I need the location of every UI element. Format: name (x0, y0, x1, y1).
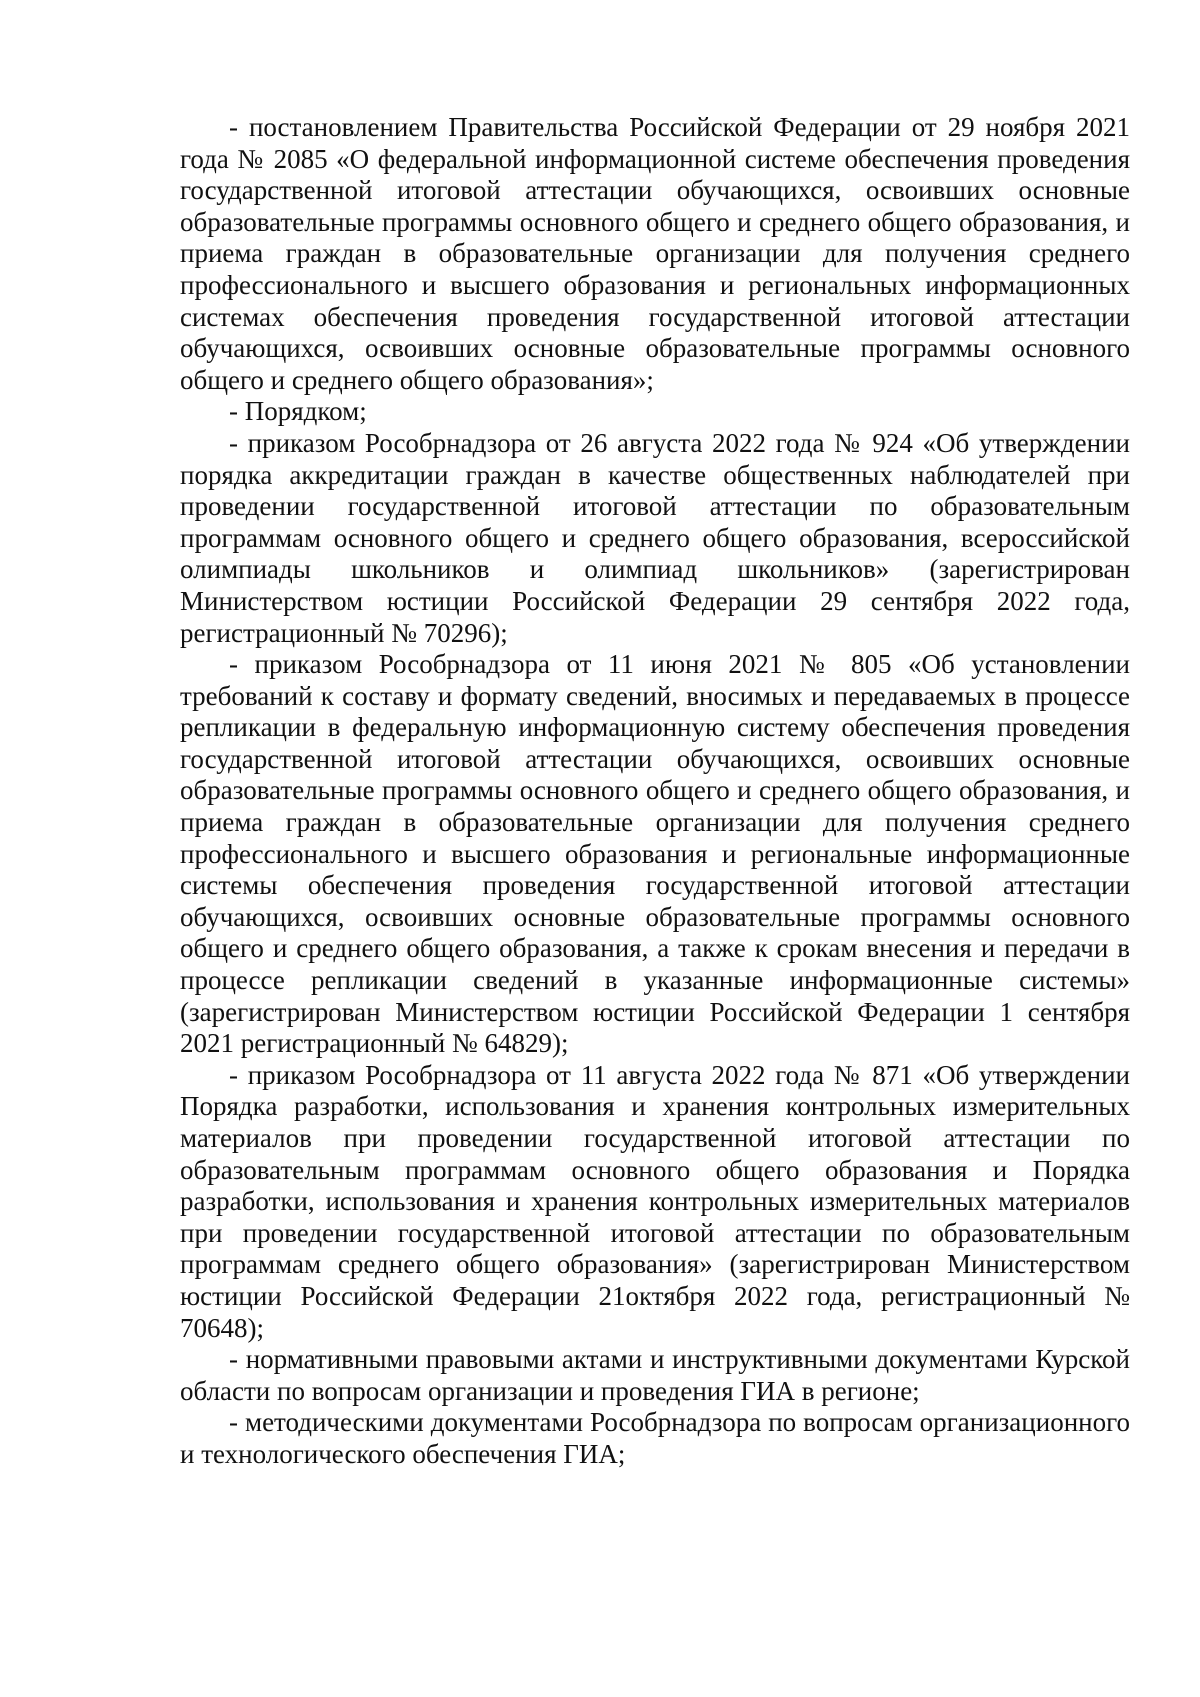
document-body (180, 112, 1130, 1471)
paragraph-order-924: - приказом Рособрнадзора от 26 августа 2022 года № 924 «Об утверждении порядка аккредитации граждан в качестве общественных наблюдателей при проведении государственной итоговой аттестации по образовательным программам основного общего и среднего общего образования, всероссийской олимпиады школьников и олимпиад школьников» (зарегистрирован Министерством юстиции Российской Федерации 29 сентября 2022 года, регистрационный № 70296); (180, 427, 1130, 648)
paragraph-procedure: - Порядком; (229, 396, 367, 427)
paragraph-methodical-documents: - методическими документами Рособрнадзора по вопросам организационного и технологического обеспечения ГИА; (180, 1407, 1130, 1469)
paragraph-regional-acts: - нормативными правовыми актами и инструктивными документами Курской области по вопросам организации и проведения ГИА в регионе; (180, 1344, 1130, 1406)
paragraph-order-805: - приказом Рособрнадзора от 11 июня 2021 № 805 «Об установлении требований к составу и формату сведений, вносимых и передаваемых в процессе репликации в федеральную информационную систему обеспечения проведения государственной итоговой аттестации обучающихся, освоивших основные образовательные программы основного общего и среднего общего образования, и приема граждан в образовательные организации для получения среднего профессионального и высшего образования и региональные информационные системы обеспечения проведения государственной итоговой аттестации обучающихся, освоивших основные образовательные программы основного общего и среднего общего образования, а также к срокам внесения и передачи в процессе репликации сведений в указанные информационные системы» (зарегистрирован Министерством юстиции Российской Федерации 1 сентября 2021 регистрационный № 64829); (180, 649, 1130, 1059)
paragraph-order-871: - приказом Рособрнадзора от 11 августа 2022 года № 871 «Об утверждении Порядка разработки, использования и хранения контрольных измерительных материалов при проведении государственной итоговой аттестации по образовательным программам основного общего образования и Порядка разработки, использования и хранения контрольных измерительных материалов при проведении государственной итоговой аттестации по образовательным программам среднего общего образования» (зарегистрирован Министерством юстиции Российской Федерации 21октября 2022 года, регистрационный № 70648); (180, 1059, 1130, 1343)
paragraph-government-resolution: - постановлением Правительства Российской Федерации от 29 ноября 2021 года № 2085 «О федеральной информационной системе обеспечения проведения государственной итоговой аттестации обучающихся, освоивших основные образовательные программы основного общего и среднего общего образования, и приема граждан в образовательные организации для получения среднего профессионального и высшего образования и региональных информационных системах обеспечения проведения государственной итоговой аттестации обучающихся, освоивших основные образовательные программы основного общего и среднего общего образования»; (180, 112, 1130, 395)
